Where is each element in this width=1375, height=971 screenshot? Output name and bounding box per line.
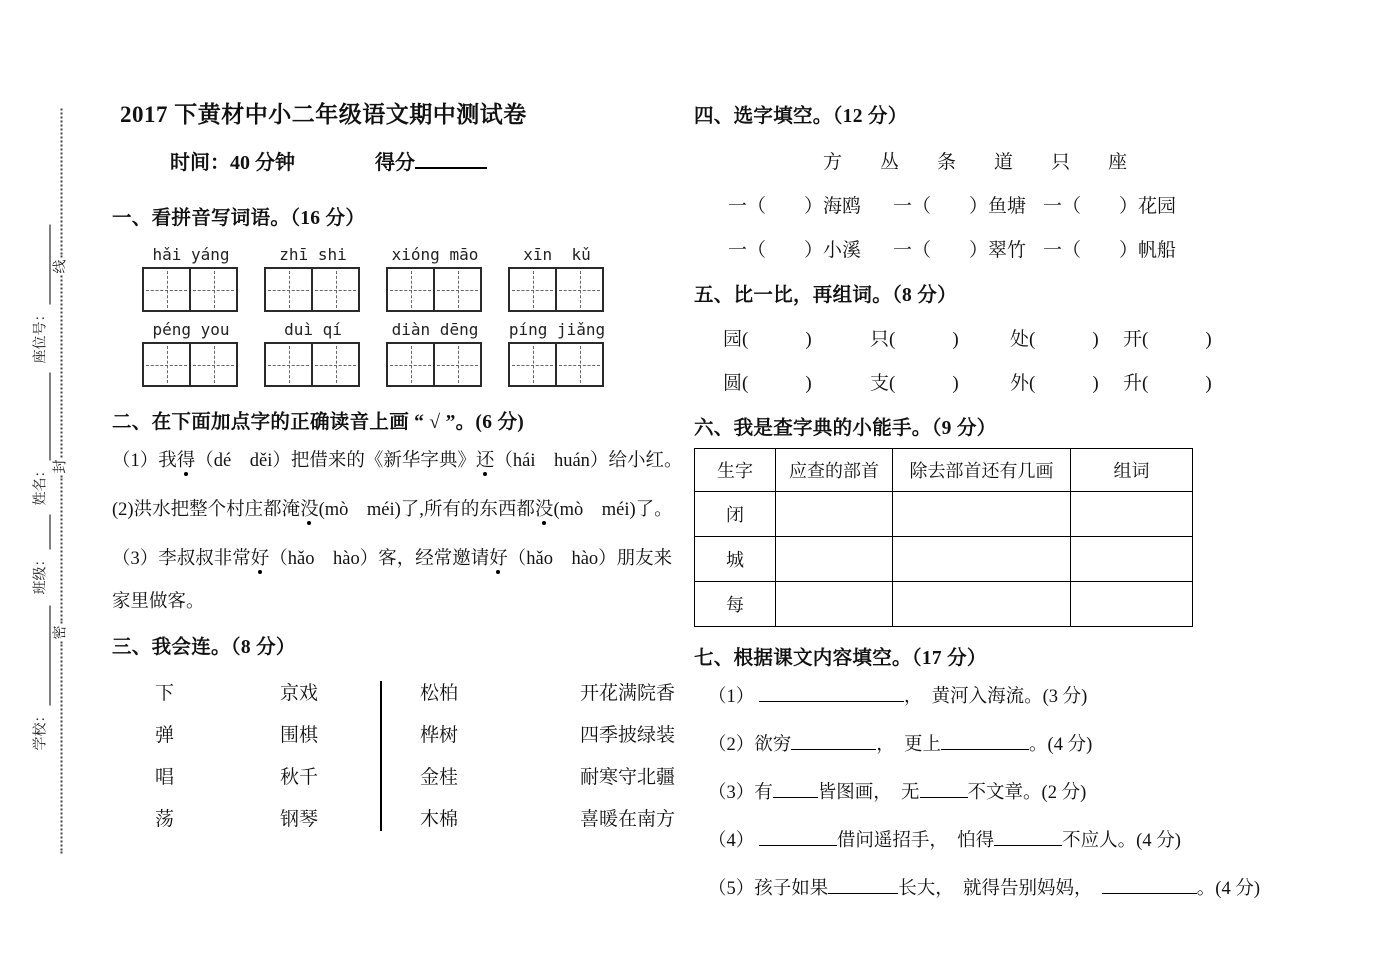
compare-item[interactable]: 园( ) [723, 329, 812, 350]
writing-cell[interactable] [189, 344, 236, 385]
pinyin-label: duì qí [284, 320, 342, 339]
pinyin-word-group [386, 321, 484, 387]
fill-item[interactable]: 一（ ）小溪 [728, 240, 862, 261]
answer-cell[interactable] [1071, 582, 1193, 627]
table-char: 闭 [695, 492, 776, 537]
compare-item[interactable]: 外( ) [1010, 373, 1099, 394]
pinyin-row-2 [112, 321, 684, 387]
time-score-line [170, 146, 684, 175]
match-item[interactable]: 金桂 [420, 767, 459, 788]
fill-row-2 [694, 235, 1359, 262]
writing-cell[interactable] [555, 269, 602, 310]
seal-char-mi: 密 [53, 625, 68, 640]
table-row [695, 537, 1193, 582]
pinyin-label: xīn kǔ [523, 245, 591, 264]
fill-item[interactable]: 一（ ）翠竹 [893, 240, 1027, 261]
writing-cell[interactable] [189, 269, 236, 310]
matching-exercise [112, 673, 684, 841]
writing-cell[interactable] [555, 344, 602, 385]
table-row [695, 492, 1193, 537]
writing-box [386, 267, 482, 312]
section4-heading: 四、选字填空。（12 分） [694, 106, 908, 127]
emphasized-char: 好 [489, 549, 508, 569]
match-item[interactable]: 耐寒守北疆 [580, 767, 676, 788]
pinyin-word-group [142, 321, 240, 387]
seal-sidebar [30, 109, 72, 854]
pinyin-label: xióng māo [391, 245, 479, 264]
question-2-2: (2)洪水把整个村庄都淹没(mò méi)了,所有的东西都没(mò méi)了。 [112, 500, 673, 520]
matching-divider [380, 681, 382, 831]
seal-char-xian: 线 [53, 259, 68, 274]
match-item[interactable]: 弹 [155, 725, 175, 746]
seal-dotted-line [51, 109, 72, 854]
emphasized-char: 没 [300, 500, 319, 520]
compare-item[interactable]: 支( ) [870, 373, 959, 394]
question-7-5: （5）孩子如果 长大， 就得告别妈妈， 。(4 分) [694, 869, 1359, 910]
section5-heading: 五、比一比，再组词。（8 分） [694, 285, 957, 306]
match-item[interactable]: 荡 [155, 809, 175, 830]
seal-char-feng: 封 [53, 459, 68, 474]
class-label: 班级： [33, 552, 49, 595]
answer-blank[interactable] [920, 779, 968, 798]
name-label: 姓名： [33, 463, 49, 506]
pinyin-label: zhī shi [279, 245, 347, 264]
section6-heading: 六、我是查字典的小能手。（9 分） [694, 418, 997, 439]
writing-cell[interactable] [433, 344, 480, 385]
answer-blank[interactable] [791, 731, 876, 750]
score-field [375, 152, 487, 174]
student-info-fields [30, 109, 51, 854]
emphasized-char: 没 [534, 500, 554, 520]
writing-cell[interactable] [144, 344, 189, 385]
writing-box [264, 267, 360, 312]
answer-blank[interactable] [1102, 875, 1197, 894]
bank-char: 方 [823, 152, 843, 173]
answer-blank[interactable] [759, 683, 904, 702]
fill-item[interactable]: 一（ ）鱼塘 [893, 196, 1027, 217]
compare-item[interactable]: 处( ) [1010, 329, 1099, 350]
time-label: 时间：40 分钟 [170, 152, 295, 174]
pinyin-word-group [142, 246, 240, 312]
seal-dots [60, 476, 62, 624]
writing-cell[interactable] [510, 344, 555, 385]
writing-cell[interactable] [433, 269, 480, 310]
question-7-2: （2）欲穷 ， 更上 。(4 分) [694, 725, 1359, 766]
page-title: 2017 下黄材中小二年级语文期中测试卷 [120, 102, 527, 127]
compare-row-2 [694, 368, 1359, 395]
emphasized-char: 好 [250, 549, 270, 569]
pinyin-word-group [386, 246, 484, 312]
compare-item[interactable]: 升( ) [1123, 373, 1212, 394]
fill-item[interactable]: 一（ ）花园 [1043, 196, 1177, 217]
match-item[interactable]: 松柏 [420, 683, 459, 704]
score-blank[interactable] [415, 148, 487, 169]
writing-cell[interactable] [388, 269, 433, 310]
writing-cell[interactable] [266, 269, 311, 310]
fill-item[interactable]: 一（ ）帆船 [1043, 240, 1177, 261]
class-blank[interactable] [36, 515, 51, 550]
bank-char: 丛 [880, 152, 900, 173]
answer-blank[interactable] [759, 827, 837, 846]
school-label: 学校： [33, 708, 49, 751]
seat-number-blank[interactable] [36, 225, 51, 305]
fill-item[interactable]: 一（ ）海鸥 [728, 196, 862, 217]
answer-blank[interactable] [828, 875, 898, 894]
table-row [695, 582, 1193, 627]
match-item[interactable]: 桦树 [420, 725, 459, 746]
writing-cell[interactable] [311, 344, 358, 385]
fill-row-1 [694, 191, 1359, 218]
answer-cell[interactable] [1071, 492, 1193, 537]
bank-char: 道 [994, 152, 1014, 173]
emphasized-char: 还 [475, 451, 495, 471]
answer-cell[interactable] [776, 537, 893, 582]
table-header: 除去部首还有几画 [893, 449, 1071, 492]
answer-blank[interactable] [773, 779, 818, 798]
match-item[interactable]: 下 [155, 683, 175, 704]
name-blank[interactable] [36, 373, 51, 461]
writing-cell[interactable] [510, 269, 555, 310]
match-item[interactable]: 京戏 [280, 683, 319, 704]
bank-char: 座 [1108, 152, 1128, 173]
section7-heading: 七、根据课文内容填空。（17 分） [694, 648, 987, 669]
school-blank[interactable] [36, 606, 51, 706]
question-7-1: （1） ， 黄河入海流。(3 分) [694, 677, 1359, 718]
bank-char: 只 [1051, 152, 1071, 173]
table-char: 每 [695, 582, 776, 627]
table-header: 生字 [695, 449, 776, 492]
seat-number-label: 座位号： [33, 307, 49, 364]
character-bank [694, 147, 1359, 174]
question-2-1: （1）我得（dé děi）把借来的《新华字典》还（hái huán）给小红。 [112, 451, 683, 471]
writing-box [142, 267, 238, 312]
table-header: 应查的部首 [776, 449, 893, 492]
pinyin-label: péng you [152, 320, 230, 339]
compare-item[interactable]: 开( ) [1123, 329, 1212, 350]
right-column [694, 100, 1359, 910]
section1-heading: 一、看拼音写词语。（16 分） [112, 208, 366, 229]
dictionary-table [694, 448, 1193, 627]
seal-dots [60, 642, 62, 854]
question-7-3: （3）有 皆图画， 无 不文章。(2 分) [694, 773, 1359, 814]
writing-box [264, 342, 360, 387]
answer-cell[interactable] [776, 582, 893, 627]
answer-cell[interactable] [893, 537, 1071, 582]
section3-heading: 三、我会连。（8 分） [112, 637, 296, 658]
match-item[interactable]: 围棋 [280, 725, 319, 746]
pinyin-label: hǎi yáng [152, 245, 230, 264]
answer-blank[interactable] [941, 731, 1029, 750]
match-item[interactable]: 开花满院香 [580, 683, 676, 704]
emphasized-char: 得 [176, 451, 196, 471]
writing-box [386, 342, 482, 387]
compare-item[interactable]: 圆( ) [723, 373, 812, 394]
answer-cell[interactable] [893, 582, 1071, 627]
pinyin-word-group [264, 321, 362, 387]
writing-cell[interactable] [311, 269, 358, 310]
table-char: 城 [695, 537, 776, 582]
match-item[interactable]: 唱 [155, 767, 175, 788]
question-2-3: （3）李叔叔非常好（hǎo hào）客，经常邀请好（hǎo hào）朋友来家里做客。 [112, 549, 673, 612]
writing-box [508, 267, 604, 312]
question-7-4: （4） 借问遥招手， 怕得 不应人。(4 分) [694, 821, 1359, 862]
bank-char: 条 [937, 152, 957, 173]
pinyin-word-group [264, 246, 362, 312]
pinyin-label: píng jiǎng [508, 320, 606, 339]
seal-dots [60, 276, 62, 458]
match-item[interactable]: 喜暖在南方 [580, 809, 676, 830]
pinyin-row-1 [112, 246, 684, 312]
pinyin-word-group [508, 321, 606, 387]
score-label: 得分 [375, 152, 415, 174]
writing-cell[interactable] [388, 344, 433, 385]
pinyin-label: diàn dēng [391, 320, 479, 339]
pinyin-word-group [508, 246, 606, 312]
compare-row-1 [694, 324, 1359, 351]
table-header: 组词 [1071, 449, 1193, 492]
section2-heading: 二、在下面加点字的正确读音上画 “ √ ”。(6 分) [112, 412, 525, 433]
match-item[interactable]: 秋千 [280, 767, 319, 788]
match-item[interactable]: 木棉 [420, 809, 459, 830]
writing-box [142, 342, 238, 387]
compare-item[interactable]: 只( ) [870, 329, 959, 350]
match-item[interactable]: 四季披绿装 [580, 725, 676, 746]
writing-cell[interactable] [144, 269, 189, 310]
answer-cell[interactable] [893, 492, 1071, 537]
left-column [112, 96, 684, 841]
match-item[interactable]: 钢琴 [280, 809, 319, 830]
writing-box [508, 342, 604, 387]
seal-dots [60, 109, 62, 258]
writing-cell[interactable] [266, 344, 311, 385]
answer-cell[interactable] [776, 492, 893, 537]
answer-blank[interactable] [994, 827, 1062, 846]
answer-cell[interactable] [1071, 537, 1193, 582]
